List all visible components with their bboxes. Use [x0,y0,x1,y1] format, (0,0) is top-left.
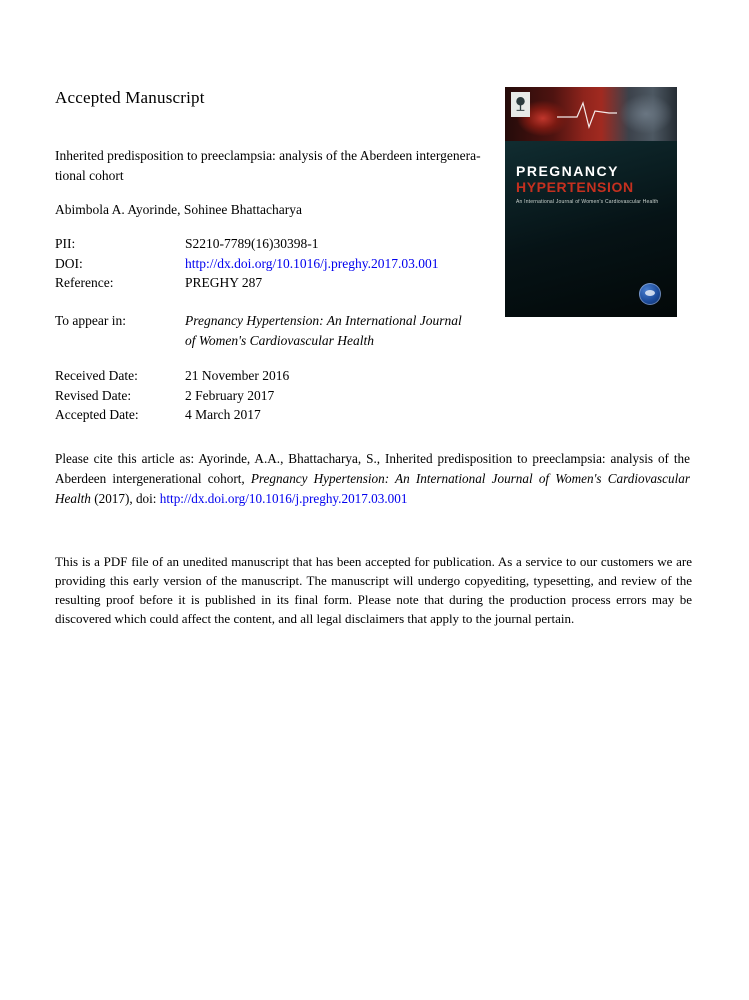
accepted-date-row [55,405,289,425]
pii-row [55,234,439,254]
identifier-block [55,234,439,293]
to-appear-line1: Pregnancy Hypertension: An International Journal [185,313,462,328]
citation-journal-name: Pregnancy Hypertension: An International Journal of Women's Cardiovascular Health [55,471,691,506]
reference-label: Reference: [55,275,114,290]
to-appear-block [55,311,462,350]
society-logo-icon [639,283,661,305]
article-title-line2: tional cohort [55,168,124,183]
cover-journal-name-line1: PREGNANCY [516,163,619,179]
reference-row [55,273,439,293]
citation-text-2: (2017), doi: [90,491,160,506]
received-date-value: 21 November 2016 [185,368,290,383]
article-title-line1: Inherited predisposition to preeclampsia: analysis of the Aberdeen intergenera- [55,148,481,163]
revised-date-value: 2 February 2017 [185,387,275,403]
pii-label: PII: [55,236,76,251]
revised-date-row [55,386,289,406]
citation-paragraph [55,449,690,509]
cover-journal-name-line2: HYPERTENSION [516,179,634,195]
dates-block [55,366,289,425]
accepted-date-value: 4 March 2017 [185,407,261,422]
doi-row [55,254,439,274]
authors: Abimbola A. Ayorinde, Sohinee Bhattacharya [55,202,302,217]
doi-link[interactable]: http://dx.doi.org/10.1016/j.preghy.2017.03.001 [185,255,439,271]
cover-journal-subtitle: An International Journal of Women's Cardiovascular Health [516,199,659,205]
to-appear-row [55,311,462,350]
citation-doi-link[interactable]: http://dx.doi.org/10.1016/j.preghy.2017.03.001 [159,491,408,506]
accepted-date-label: Accepted Date: [55,407,139,422]
to-appear-line2: of Women's Cardiovascular Health [185,332,375,348]
to-appear-label: To appear in: [55,313,127,328]
cover-photo-strip [505,87,677,141]
to-appear-journal [185,311,462,350]
reference-value: PREGHY 287 [185,275,263,290]
disclaimer-paragraph: This is a PDF file of an unedited manuscript that has been accepted for publication. As a service to our customers we are providing this early version of the manuscript. The manuscript will undergo copyediting, typesetting, and review of the resulting proof before it is published in its final form. Please note that during the production process errors may be discovered which could affect the content, and all legal disclaimers that apply to the journal pertain. [55,554,692,626]
pii-value: S2210-7789(16)30398-1 [185,236,319,251]
received-date-row [55,366,289,386]
journal-cover [505,87,677,317]
citation-text-1: Please cite this article as: Ayorinde, A.A., Bhattacharya, S., Inherited predisposition to preeclampsia: analysis of the Aberdeen intergenerational cohort, [55,451,690,486]
ecg-line-icon [505,87,677,141]
revised-date-label: Revised Date: [55,387,132,403]
received-date-label: Received Date: [55,368,138,383]
doi-label: DOI: [55,255,83,271]
page-title: Accepted Manuscript [55,88,205,107]
elsevier-logo-icon [511,92,530,117]
article-title [55,146,505,186]
